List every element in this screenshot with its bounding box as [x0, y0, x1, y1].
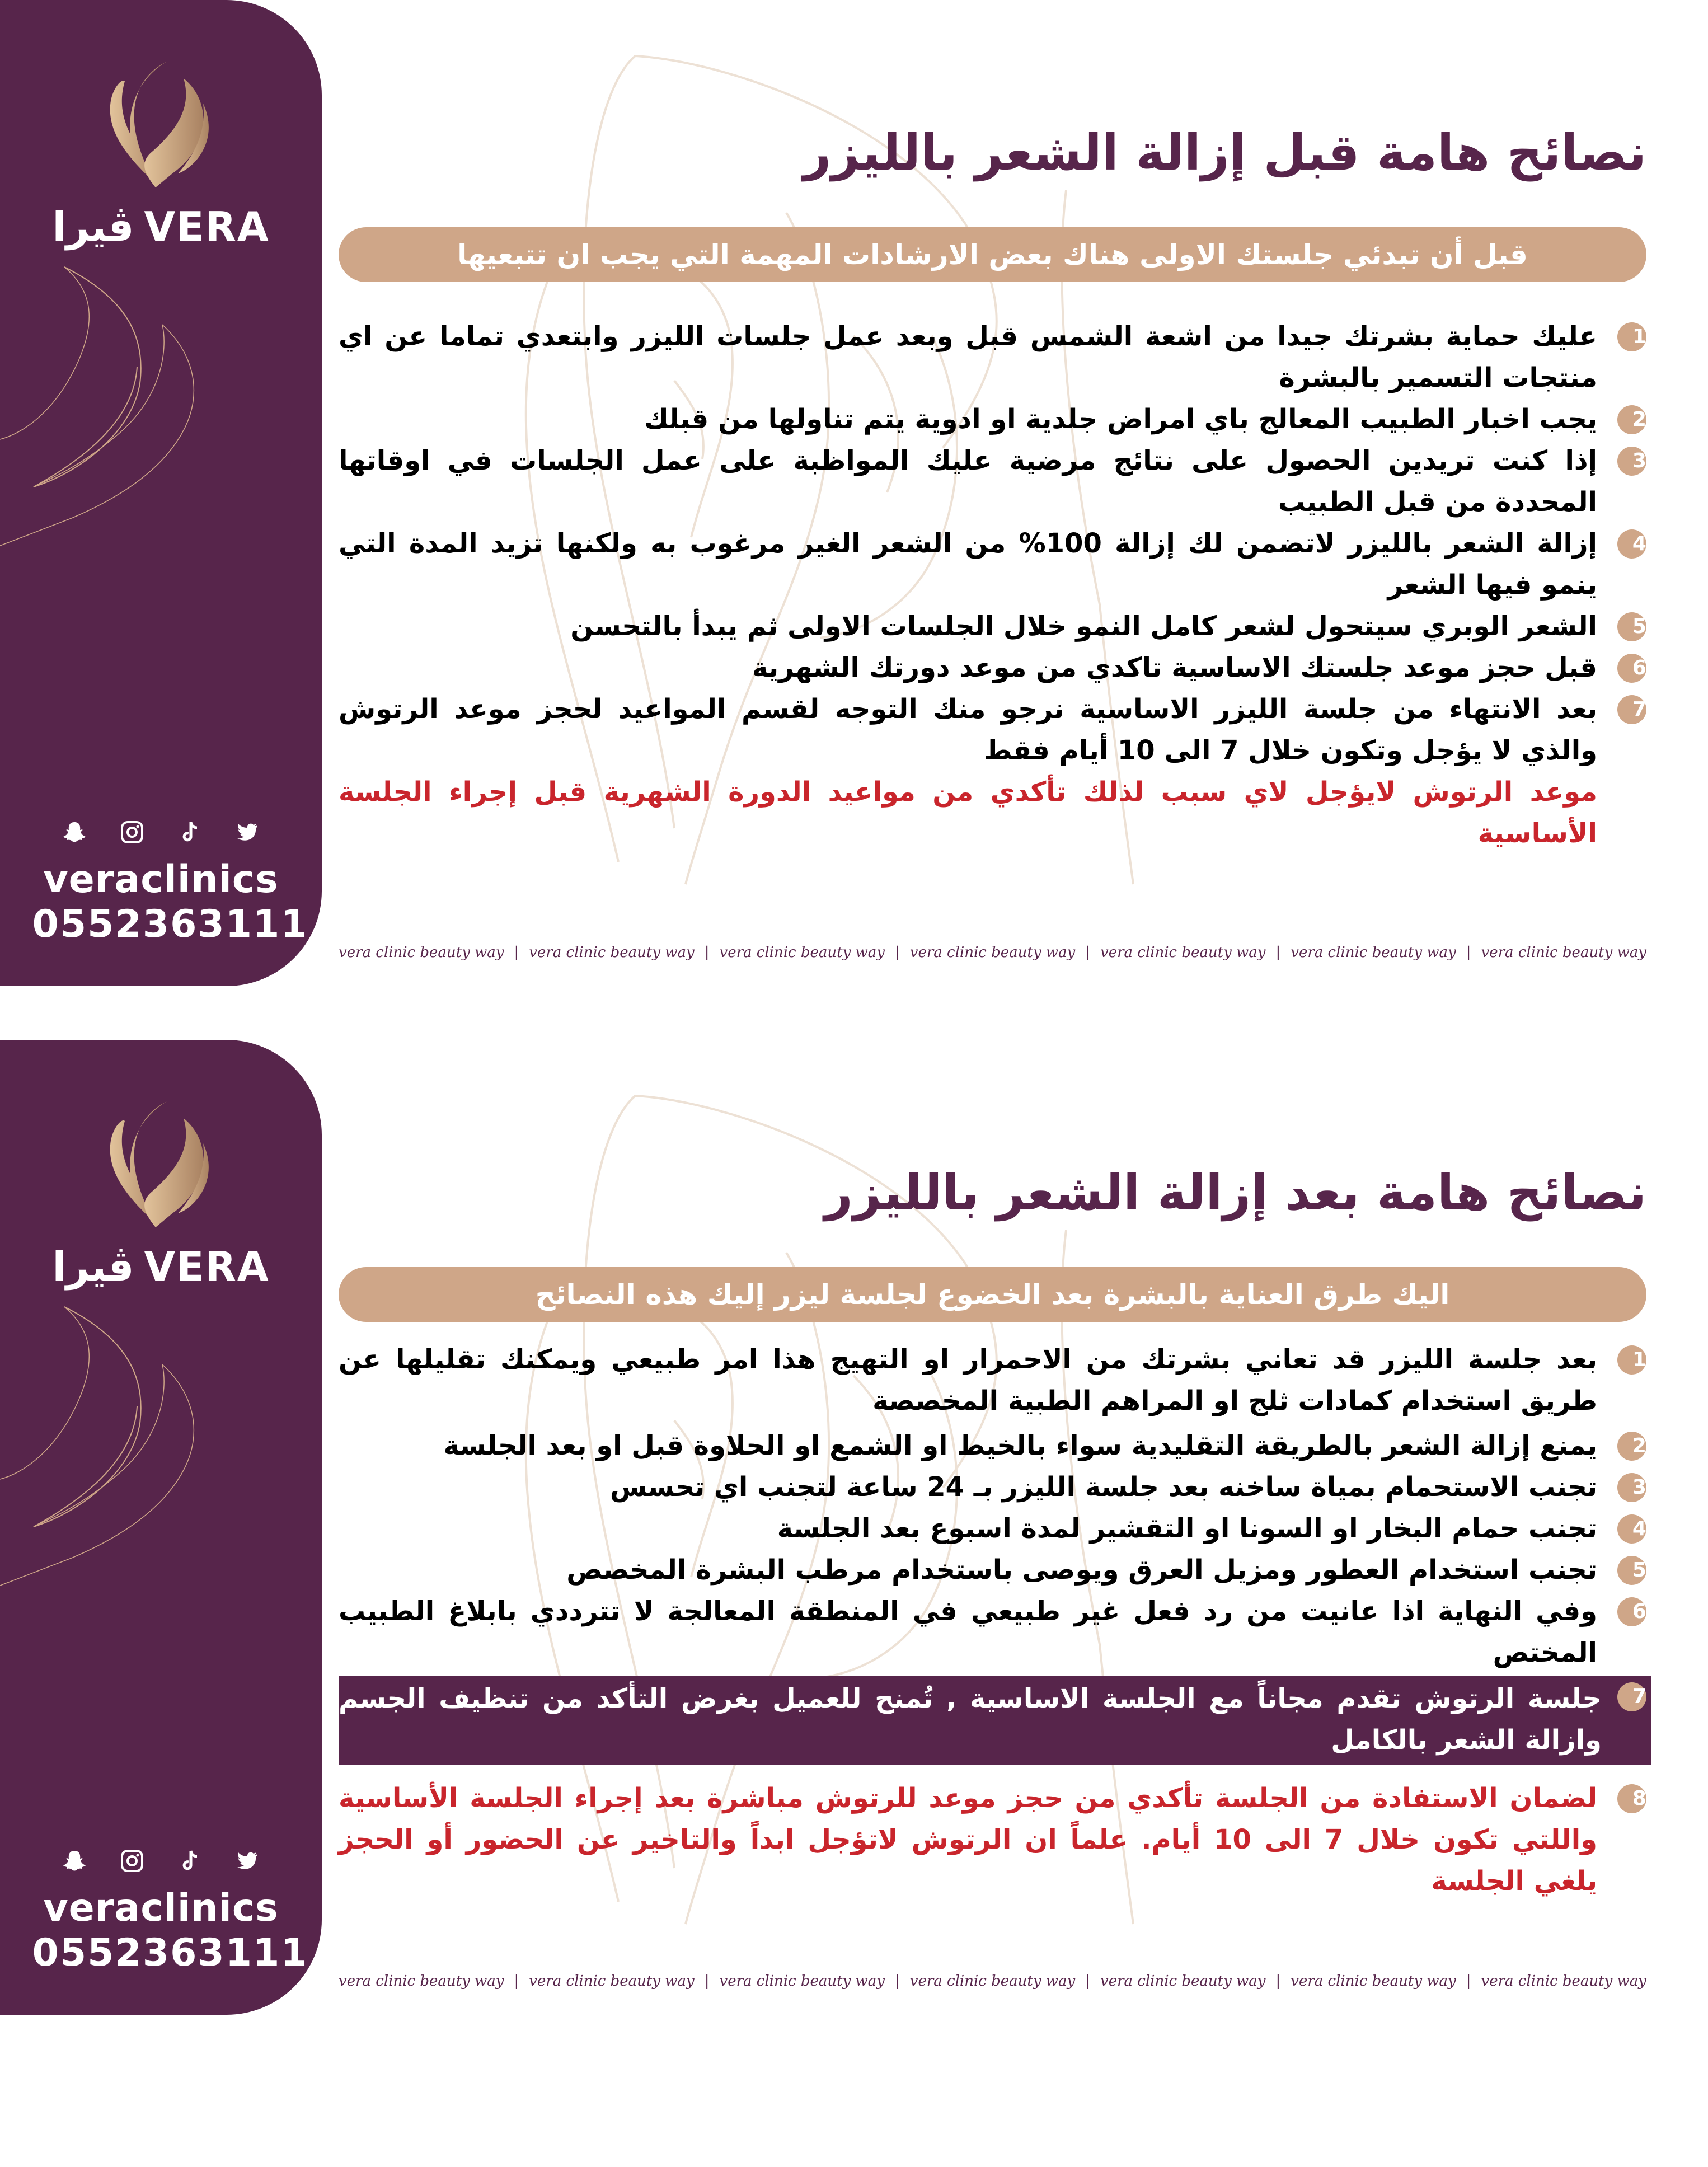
brand-name-english: VERA	[144, 203, 270, 250]
list-item	[339, 1339, 1646, 1422]
intro-banner-text: اليك طرق العناية بالبشرة بعد الخضوع لجلسة ليزر إليك هذه النصائح	[535, 1278, 1450, 1311]
number-badge: 2	[1617, 405, 1646, 434]
list-item	[339, 440, 1646, 523]
twitter-icon[interactable]	[228, 813, 267, 852]
number-badge: 5	[1617, 612, 1646, 641]
before-content	[322, 0, 1708, 986]
tagline-text: vera clinic beauty way	[339, 944, 504, 961]
item-text: جلسة الرتوش تقدم مجاناً مع الجلسة الاساسية , تُمنح للعميل بغرض التأكد من تنظيف الجسم وازالة الشعر بالكامل	[339, 1683, 1602, 1756]
footer-tagline-strip: vera clinic beauty way | vera clinic beauty way | vera clinic beauty way | vera clinic beauty way | vera clinic beauty way | vera clinic beauty way | vera clinic beauty way	[339, 1973, 1646, 1990]
list-item	[339, 688, 1646, 771]
brand-name-english: VERA	[144, 1243, 270, 1290]
number-badge: 6	[1617, 654, 1646, 683]
instagram-handle: veraclinics	[43, 1886, 279, 1930]
number-badge: 3	[1617, 1473, 1646, 1502]
footer-tagline-strip: vera clinic beauty way | vera clinic beauty way | vera clinic beauty way | vera clinic beauty way | vera clinic beauty way | vera clinic beauty way | vera clinic beauty way	[339, 944, 1646, 961]
snapchat-icon[interactable]	[55, 1841, 94, 1880]
page-title: نصائح هامة بعد إزالة الشعر بالليزر	[824, 1164, 1646, 1221]
vera-logo	[0, 1101, 322, 1236]
item-text: يجب اخبار الطبيب المعالج باي امراض جلدية او ادوية يتم تناولها من قبلك	[644, 404, 1597, 435]
tagline-text: vera clinic beauty way	[1481, 1973, 1646, 1990]
item-text: عليك حماية بشرتك جيدا من اشعة الشمس قبل وبعد عمل جلسات الليزر وابتعدي تماما عن اي منتجات التسمير بالبشرة	[339, 321, 1597, 393]
flame-logo-icon	[100, 1101, 223, 1236]
snapchat-icon[interactable]	[55, 813, 94, 852]
twitter-icon[interactable]	[228, 1841, 267, 1880]
instagram-icon[interactable]	[112, 813, 152, 852]
tagline-text: vera clinic beauty way	[529, 1973, 695, 1990]
highlighted-list-item	[339, 1676, 1651, 1765]
after-content	[322, 1040, 1708, 2015]
number-badge: 2	[1617, 1432, 1646, 1461]
tagline-text: vera clinic beauty way	[719, 944, 885, 961]
intro-banner-text: قبل أن تبدئي جلستك الاولى هناك بعض الارشادات المهمة التي يجب ان تتبعيها	[457, 238, 1528, 271]
after-tips-panel	[0, 1040, 1646, 2015]
tagline-text: vera clinic beauty way	[719, 1973, 885, 1990]
flame-logo-icon	[100, 62, 223, 196]
intro-banner	[339, 227, 1646, 282]
number-badge: 4	[1617, 1514, 1646, 1544]
tips-list	[339, 316, 1646, 854]
brand-wordmark	[52, 205, 269, 249]
tagline-text: vera clinic beauty way	[1291, 1973, 1456, 1990]
tagline-text: vera clinic beauty way	[1100, 944, 1266, 961]
social-links	[55, 1841, 268, 1880]
number-badge: 6	[1617, 1597, 1646, 1626]
list-item	[339, 1466, 1646, 1508]
item-text: تجنب حمام البخار او السونا او التقشير لمدة اسبوع بعد الجلسة	[777, 1513, 1597, 1544]
phone-number[interactable]: 0552363111	[32, 902, 308, 946]
list-item	[339, 1508, 1646, 1549]
item-text: إزالة الشعر بالليزر لاتضمن لك إزالة 100% من الشعر الغير مرغوب به ولكنها تزيد المدة التي ينمو فيها الشعر	[339, 528, 1597, 601]
list-item	[339, 606, 1646, 647]
phone-number[interactable]: 0552363111	[32, 1931, 308, 1975]
number-badge: 8	[1617, 1784, 1646, 1813]
list-item	[339, 647, 1646, 688]
number-badge: 1	[1617, 1345, 1646, 1375]
number-badge: 1	[1617, 322, 1646, 351]
brand-sidebar	[0, 0, 322, 986]
list-item	[339, 316, 1646, 398]
number-badge: 7	[1617, 695, 1646, 724]
item-text: لضمان الاستفادة من الجلسة تأكدي من حجز موعد للرتوش مباشرة بعد إجراء الجلسة الأساسية واللتي تكون خلال 7 الى 10 أيام. علماً ان الرتوش لاتؤجل ابداً والتاخير عن الحضور أو الحجز يلغي الجلسة	[339, 1783, 1597, 1897]
warning-note-text: موعد الرتوش لايؤجل لاي سبب لذلك تأكدي من مواعيد الدورة الشهرية قبل إجراء الجلسة الأساسية	[339, 776, 1597, 849]
tagline-text: vera clinic beauty way	[529, 944, 695, 961]
number-badge: 5	[1617, 1556, 1646, 1585]
list-item	[339, 1425, 1646, 1466]
tiktok-icon[interactable]	[170, 1841, 209, 1880]
number-badge: 4	[1617, 529, 1646, 559]
warning-note	[339, 771, 1646, 854]
item-text: الشعر الوبري سيتحول لشعر كامل النمو خلال الجلسات الاولى ثم يبدأ بالتحسن	[570, 611, 1597, 642]
item-text: وفي النهاية اذا عانيت من رد فعل غير طبيعي في المنطقة المعالجة لا تترددي بابلاغ الطبيب المختص	[339, 1596, 1597, 1668]
tagline-text: vera clinic beauty way	[909, 1973, 1076, 1990]
brand-sidebar	[0, 1040, 322, 2015]
instagram-handle: veraclinics	[43, 857, 279, 902]
item-text: يمنع إزالة الشعر بالطريقة التقليدية سواء بالخيط او الشمع او الحلاوة قبل او بعد الجلسة	[443, 1430, 1597, 1461]
intro-banner	[339, 1267, 1646, 1322]
tagline-text: vera clinic beauty way	[1291, 944, 1456, 961]
crescent-decoration-icon	[0, 255, 322, 807]
tips-list	[339, 1339, 1646, 1902]
crescent-decoration-icon	[0, 1294, 322, 1836]
brand-name-arabic: ڤيرا	[52, 1243, 134, 1290]
social-links	[55, 813, 268, 852]
instagram-icon[interactable]	[112, 1841, 152, 1880]
tagline-text: vera clinic beauty way	[1100, 1973, 1266, 1990]
tiktok-icon[interactable]	[170, 813, 209, 852]
tagline-text: vera clinic beauty way	[909, 944, 1076, 961]
page-title: نصائح هامة قبل إزالة الشعر بالليزر	[803, 124, 1646, 181]
list-item	[339, 398, 1646, 440]
brand-name-arabic: ڤيرا	[52, 203, 134, 250]
item-text: بعد الانتهاء من جلسة الليزر الاساسية نرجو منك التوجه لقسم المواعيد لحجز موعد الرتوش والذي لا يؤجل وتكون خلال 7 الى 10 أيام فقط	[339, 693, 1597, 766]
item-text: تجنب الاستحمام بمياة ساخنه بعد جلسة الليزر بـ 24 ساعة لتجنب اي تحسس	[609, 1471, 1597, 1503]
vera-logo	[0, 62, 322, 196]
item-text: تجنب استخدام العطور ومزيل العرق ويوصى باستخدام مرطب البشرة المخصص	[566, 1554, 1597, 1586]
list-item	[339, 1549, 1646, 1591]
item-text: إذا كنت تريدين الحصول على نتائج مرضية عليك المواظبة على عمل الجلسات في اوقاتها المحددة من قبل الطبيب	[339, 445, 1597, 518]
item-text: بعد جلسة الليزر قد تعاني بشرتك من الاحمرار او التهيج هذا امر طبيعي ويمكنك تقليلها عن طريق استخدام كمادات ثلج او المراهم الطبية المخصصة	[339, 1344, 1597, 1416]
number-badge: 7	[1617, 1682, 1646, 1711]
before-tips-panel	[0, 0, 1646, 986]
tagline-text: vera clinic beauty way	[339, 1973, 504, 1990]
item-text: قبل حجز موعد جلستك الاساسية تاكدي من موعد دورتك الشهرية	[752, 652, 1597, 683]
list-item	[339, 523, 1646, 606]
brand-wordmark	[52, 1245, 269, 1289]
tagline-text: vera clinic beauty way	[1481, 944, 1646, 961]
number-badge: 3	[1617, 447, 1646, 476]
list-item	[339, 1591, 1646, 1673]
warning-list-item	[339, 1777, 1646, 1902]
